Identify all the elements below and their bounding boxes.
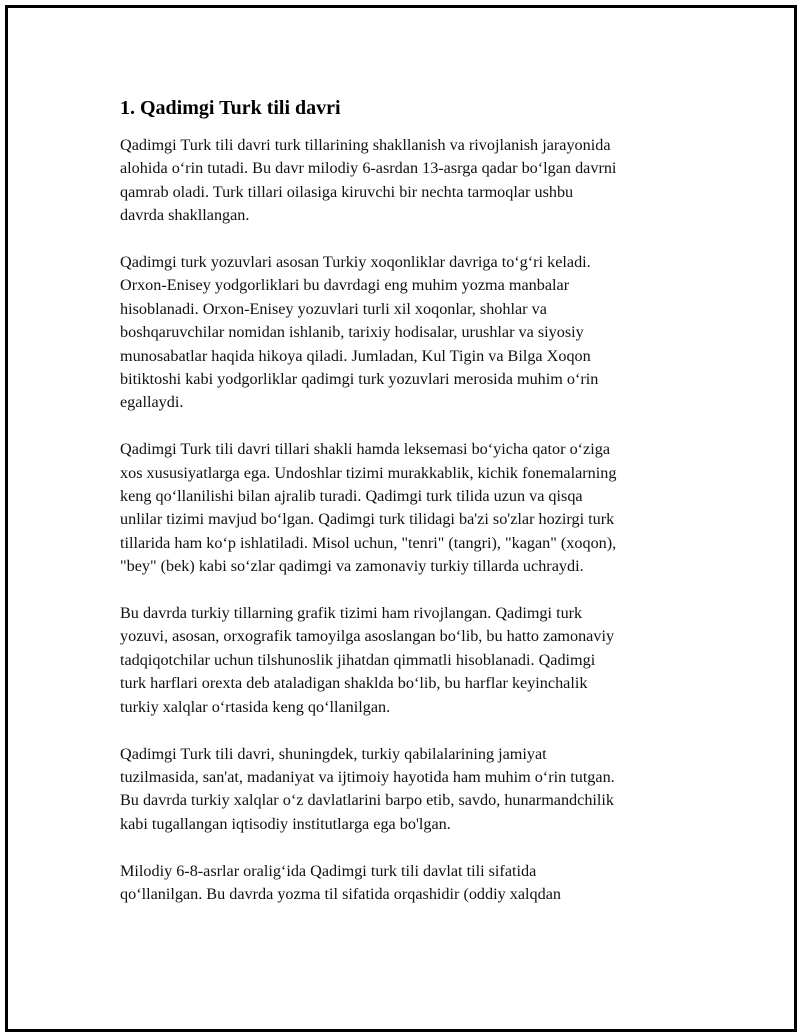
paragraph	[120, 438, 694, 578]
paragraph-line: Milodiy 6-8-asrlar oralig‘ida Qadimgi turk tili davlat tili sifatida	[120, 861, 537, 880]
paragraph-line: Qadimgi Turk tili davri tillari shakli hamda leksemasi bo‘yicha qator o‘ziga	[120, 440, 611, 459]
paragraph-line: turkiy xalqlar o‘rtasida keng qo‘llanilgan.	[120, 697, 391, 716]
paragraph-line: Orxon-Enisey yodgorliklari bu davrdagi eng muhim yozma manbalar	[120, 276, 570, 295]
document-body	[120, 96, 694, 930]
paragraph-line: alohida o‘rin tutadi. Bu davr milodiy 6-asrdan 13-asrga qadar bo‘lgan davrni	[120, 159, 617, 178]
section-heading: 1. Qadimgi Turk tili davri	[120, 97, 341, 119]
paragraph-line: xos xususiyatlarga ega. Undoshlar tizimi murakkablik, kichik fonemalarning	[120, 463, 617, 482]
paragraph-line: yozuvi, asosan, orxografik tamoyilga asoslangan bo‘lib, bu hatto zamonaviy	[120, 627, 615, 646]
paragraph-line: kabi tugallangan iqtisodiy institutlarga ega bo'lgan.	[120, 814, 451, 833]
paragraph-line: keng qo‘llanilishi bilan ajralib turadi. Qadimgi turk tilida uzun va qisqa	[120, 487, 583, 506]
paragraph-line: tadqiqotchilar uchun tilshunoslik jihatdan qimmatli hisoblanadi. Qadimgi	[120, 650, 596, 669]
paragraph-line: davrda shakllangan.	[120, 206, 250, 225]
paragraph-line: munosabatlar haqida hikoya qiladi. Jumladan, Kul Tigin va Bilga Xoqon	[120, 346, 591, 365]
paragraph-line: "bey" (bek) kabi so‘zlar qadimgi va zamonaviy turkiy tillarda uchraydi.	[120, 557, 584, 576]
paragraph-line: bitiktoshi kabi yodgorliklar qadimgi turk yozuvlari merosida muhim o‘rin	[120, 370, 599, 389]
document-page	[5, 5, 797, 1032]
paragraph-line: boshqaruvchilar nomidan ishlanib, tarixiy hodisalar, urushlar va siyosiy	[120, 323, 584, 342]
paragraph-line: hisoblanadi. Orxon-Enisey yozuvlari turli xil xoqonlar, shohlar va	[120, 299, 547, 318]
paragraph	[120, 743, 694, 837]
paragraph-line: tillarida ham ko‘p ishlatiladi. Misol uchun, "tenri" (tangri), "kagan" (xoqon),	[120, 533, 617, 552]
paragraph-line: Bu davrda turkiy tillarning grafik tizimi ham rivojlangan. Qadimgi turk	[120, 604, 583, 623]
paragraph-line: Qadimgi Turk tili davri, shuningdek, turkiy qabilalarining jamiyat	[120, 744, 547, 763]
paragraph-line: tuzilmasida, san'at, madaniyat va ijtimoiy hayotida ham muhim o‘rin tutgan.	[120, 767, 615, 786]
paragraph-line: Qadimgi Turk tili davri turk tillarining shakllanish va rivojlanish jarayonida	[120, 136, 611, 154]
paragraph-line: turk harflari orexta deb ataladigan shaklda bo‘lib, bu harflar keyinchalik	[120, 674, 588, 693]
paragraph	[120, 860, 694, 907]
paragraph-line: qamrab oladi. Turk tillari oilasiga kiruvchi bir nechta tarmoqlar ushbu	[120, 182, 574, 201]
paragraph-container	[120, 134, 694, 906]
paragraph	[120, 251, 694, 415]
paragraph-line: qo‘llanilgan. Bu davrda yozma til sifatida orqashidir (oddiy xalqdan	[120, 884, 561, 903]
paragraph-line: egallaydi.	[120, 393, 184, 412]
paragraph-line: Qadimgi turk yozuvlari asosan Turkiy xoqonliklar davriga to‘g‘ri keladi.	[120, 253, 591, 272]
paragraph-line: Bu davrda turkiy xalqlar o‘z davlatlarini barpo etib, savdo, hunarmandchilik	[120, 791, 615, 810]
paragraph	[120, 134, 694, 228]
paragraph-line: unlilar tizimi mavjud bo‘lgan. Qadimgi turk tilidagi ba'zi so'zlar hozirgi turk	[120, 510, 615, 529]
paragraph	[120, 602, 694, 719]
